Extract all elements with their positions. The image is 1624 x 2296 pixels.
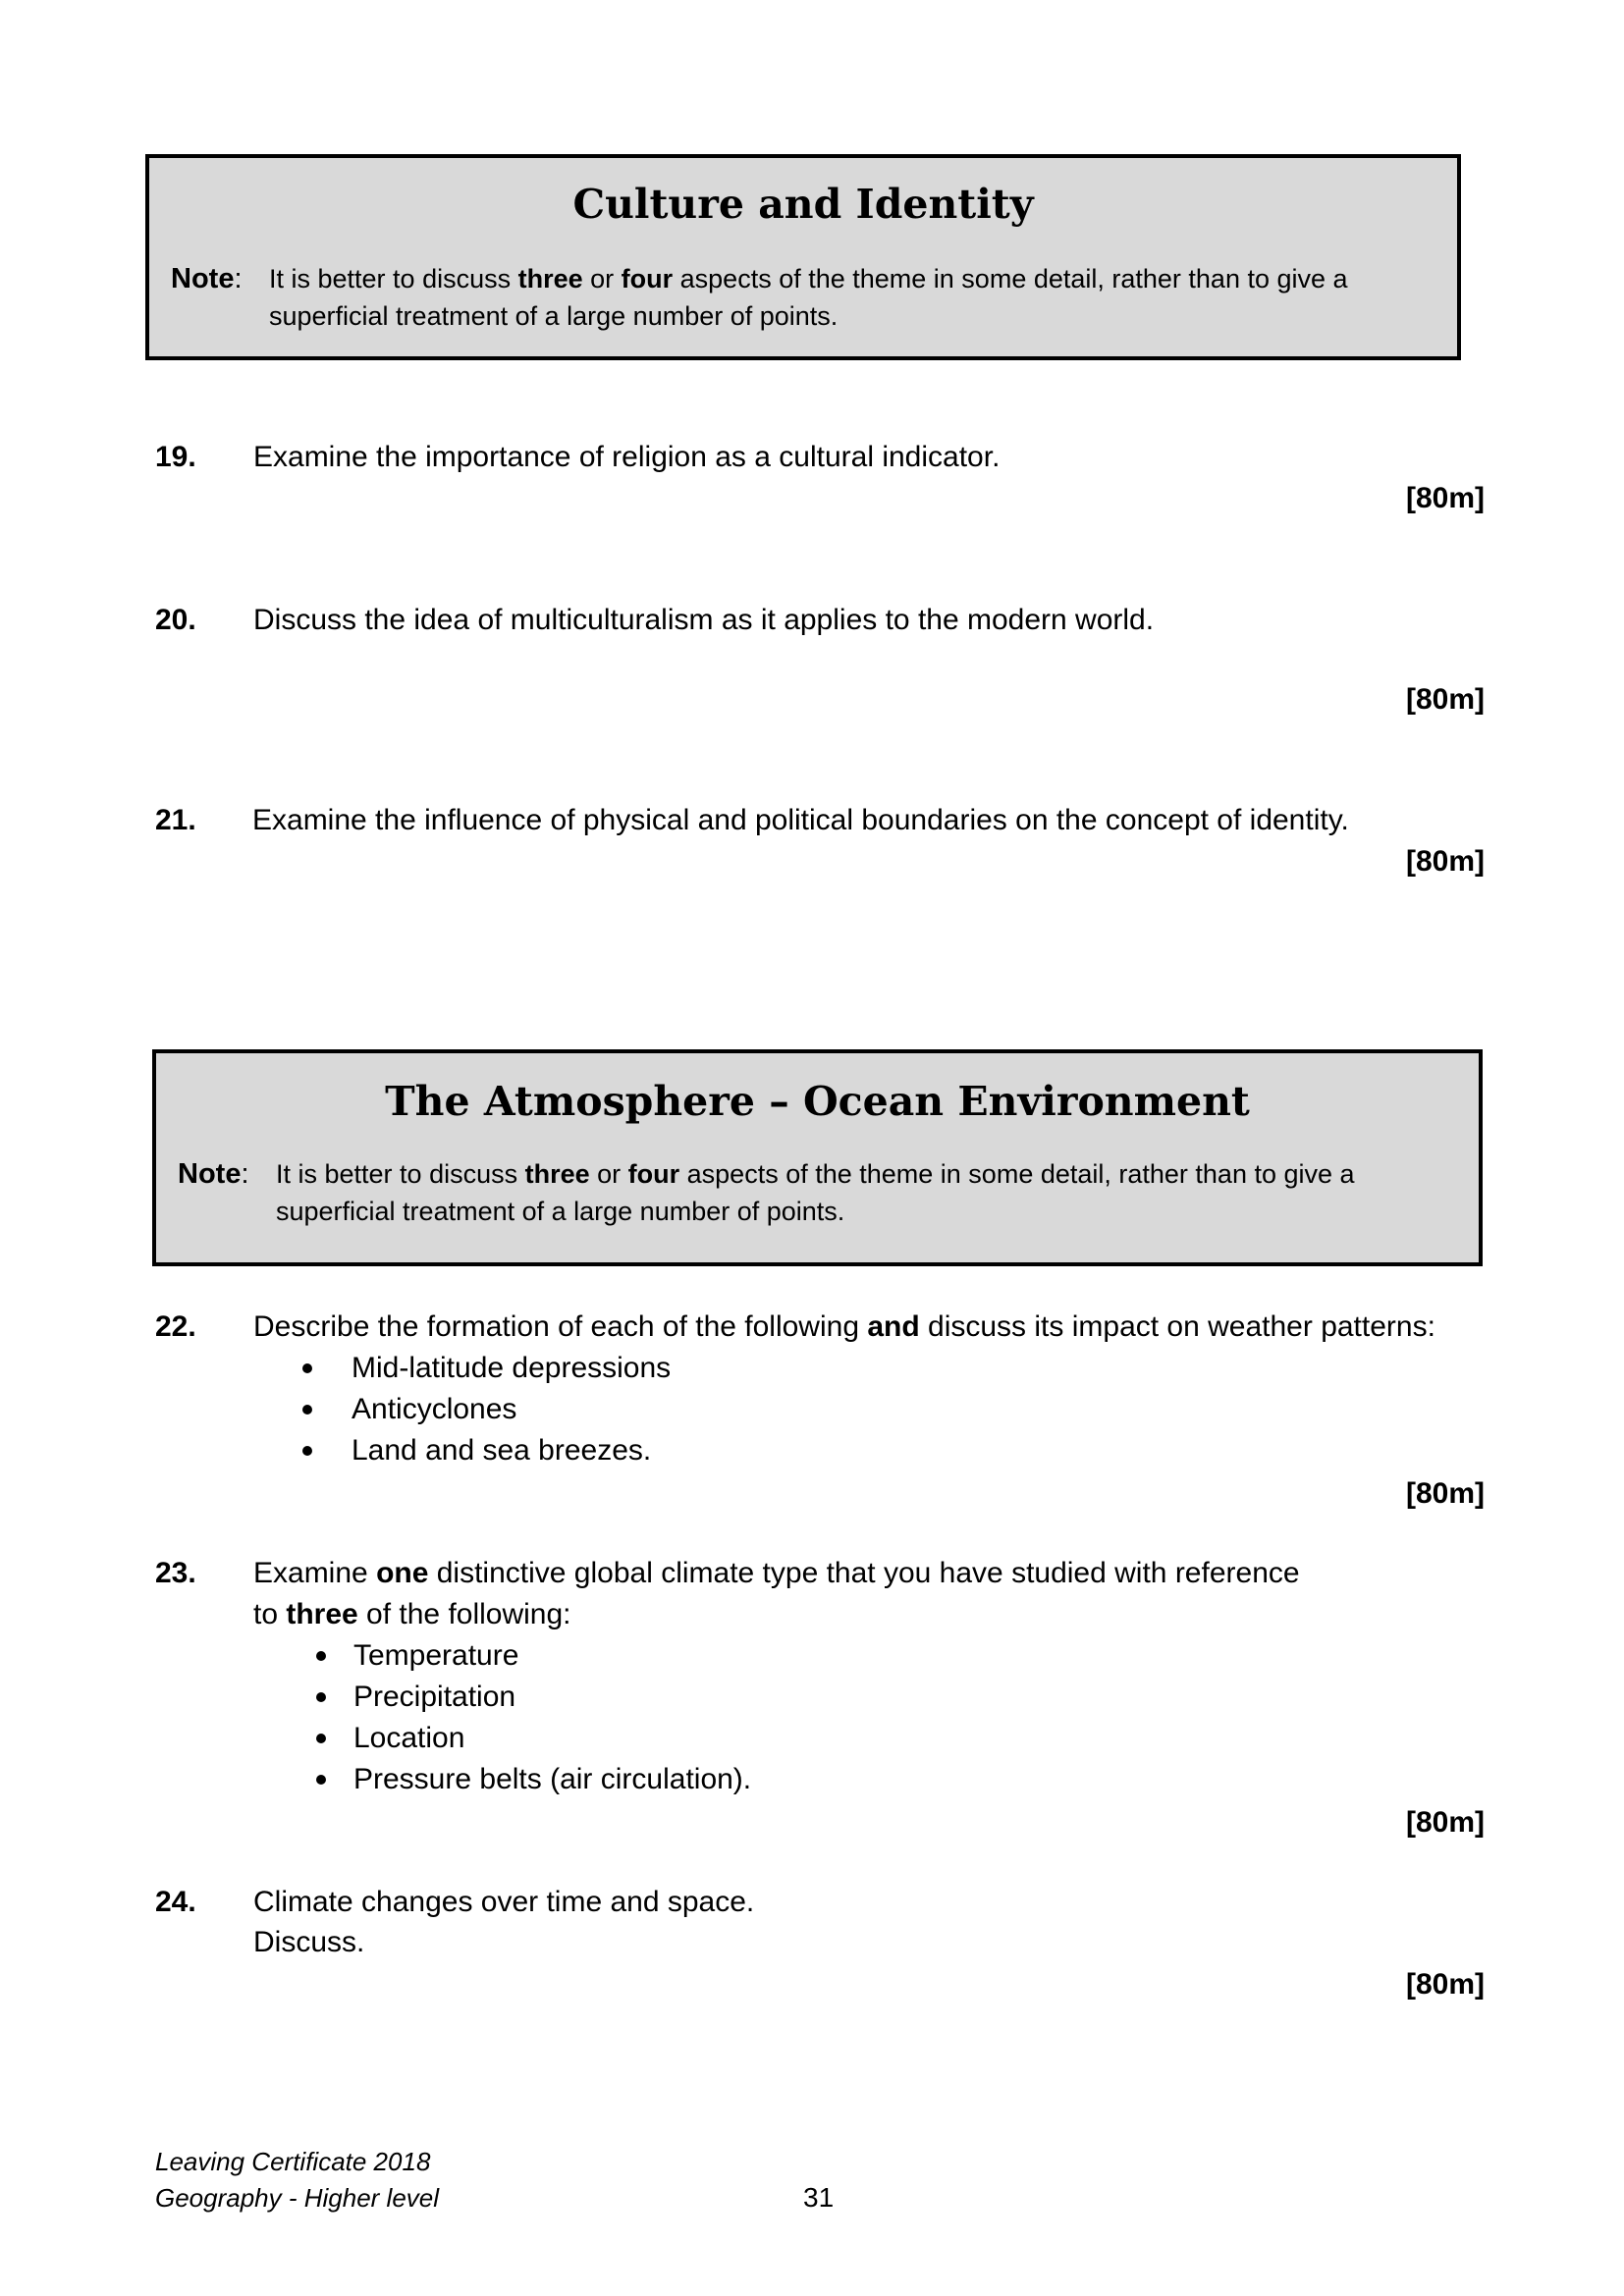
question-text bbox=[253, 1553, 1300, 1594]
question-text-part: discuss its impact on weather patterns: bbox=[919, 1310, 1435, 1343]
question-emphasis: and bbox=[867, 1310, 920, 1343]
question-number: 24. bbox=[155, 1886, 196, 1918]
note-text-part: It is better to discuss bbox=[269, 264, 518, 294]
bullet-icon bbox=[316, 1651, 326, 1661]
note-text-part: or bbox=[582, 264, 622, 294]
question-text-part: distinctive global climate type that you have studied with reference bbox=[428, 1557, 1300, 1589]
bullet-text: Pressure belts (air circulation). bbox=[353, 1763, 752, 1795]
section-title: The Atmosphere – Ocean Environment bbox=[385, 1078, 1250, 1125]
question-marks: [80m] bbox=[1405, 683, 1485, 716]
question-marks: [80m] bbox=[1405, 1806, 1485, 1839]
bullet-item bbox=[253, 1430, 671, 1471]
question-text: Examine the influence of physical and political boundaries on the concept of identity. bbox=[252, 804, 1349, 836]
question-text: Discuss. bbox=[253, 1926, 365, 1958]
section-title: Culture and Identity bbox=[572, 181, 1034, 228]
question-text bbox=[253, 1594, 571, 1635]
footer-subject-level: Geography - Higher level bbox=[155, 2183, 440, 2213]
bullet-icon bbox=[302, 1405, 312, 1415]
bullet-icon bbox=[316, 1775, 326, 1785]
bullet-item bbox=[253, 1677, 751, 1718]
bullet-list bbox=[253, 1635, 751, 1800]
bullet-icon bbox=[302, 1363, 312, 1373]
note-colon: : bbox=[241, 1158, 249, 1190]
bullet-item bbox=[253, 1389, 671, 1430]
bullet-text: Land and sea breezes. bbox=[352, 1434, 652, 1467]
page-number: 31 bbox=[803, 2182, 835, 2213]
note-text-part: or bbox=[589, 1159, 628, 1189]
question-marks: [80m] bbox=[1405, 1477, 1485, 1510]
section-header-atmosphere-ocean bbox=[152, 1049, 1483, 1266]
question-number: 23. bbox=[155, 1557, 196, 1589]
question-text-part: of the following: bbox=[357, 1598, 571, 1630]
question-text: Examine the importance of religion as a cultural indicator. bbox=[253, 441, 1001, 473]
bullet-text: Mid-latitude depressions bbox=[352, 1352, 672, 1384]
bullet-list bbox=[253, 1348, 671, 1471]
question-text-part: Describe the formation of each of the following bbox=[253, 1310, 868, 1343]
note-label bbox=[178, 1155, 249, 1193]
question-marks: [80m] bbox=[1405, 1968, 1485, 2001]
question-marks: [80m] bbox=[1405, 845, 1485, 878]
bullet-text: Precipitation bbox=[353, 1681, 516, 1713]
note-label-text: Note bbox=[178, 1158, 242, 1190]
question-text bbox=[253, 1307, 1435, 1348]
note-text bbox=[269, 260, 1428, 335]
question-emphasis: one bbox=[376, 1557, 429, 1589]
question-number: 22. bbox=[155, 1310, 196, 1343]
note-label bbox=[171, 260, 243, 297]
note-text-part: It is better to discuss bbox=[276, 1159, 525, 1189]
note-text-part: aspects of the theme in some detail, rather than to give a superficial treatment of a large number of points. bbox=[276, 1159, 1355, 1226]
bullet-icon bbox=[316, 1692, 326, 1702]
note-emphasis: three bbox=[517, 264, 583, 294]
bullet-icon bbox=[302, 1446, 312, 1456]
bullet-item bbox=[253, 1718, 751, 1759]
note-text bbox=[276, 1155, 1435, 1230]
question-text: Climate changes over time and space. bbox=[253, 1886, 755, 1918]
note-text-part: aspects of the theme in some detail, rather than to give a superficial treatment of a large number of points. bbox=[269, 264, 1348, 331]
question-text-part: Examine bbox=[253, 1557, 377, 1589]
note-label-text: Note bbox=[171, 263, 235, 294]
section-header-culture-identity bbox=[145, 154, 1461, 360]
note-emphasis: four bbox=[621, 264, 674, 294]
note-emphasis: four bbox=[627, 1159, 680, 1189]
question-text-part: to bbox=[253, 1598, 287, 1630]
question-number: 19. bbox=[155, 441, 196, 473]
question-text: Discuss the idea of multiculturalism as it applies to the modern world. bbox=[253, 604, 1155, 636]
bullet-text: Anticyclones bbox=[352, 1393, 517, 1425]
question-number: 21. bbox=[155, 804, 196, 836]
bullet-item bbox=[253, 1348, 671, 1389]
bullet-text: Location bbox=[353, 1722, 465, 1754]
bullet-item bbox=[253, 1759, 751, 1800]
bullet-item bbox=[253, 1635, 751, 1677]
footer-exam-title: Leaving Certificate 2018 bbox=[155, 2147, 431, 2176]
note-emphasis: three bbox=[524, 1159, 590, 1189]
question-emphasis: three bbox=[286, 1598, 358, 1630]
question-marks: [80m] bbox=[1405, 482, 1485, 514]
note-colon: : bbox=[234, 263, 243, 294]
bullet-icon bbox=[316, 1734, 326, 1743]
question-number: 20. bbox=[155, 604, 196, 636]
bullet-text: Temperature bbox=[353, 1639, 519, 1672]
